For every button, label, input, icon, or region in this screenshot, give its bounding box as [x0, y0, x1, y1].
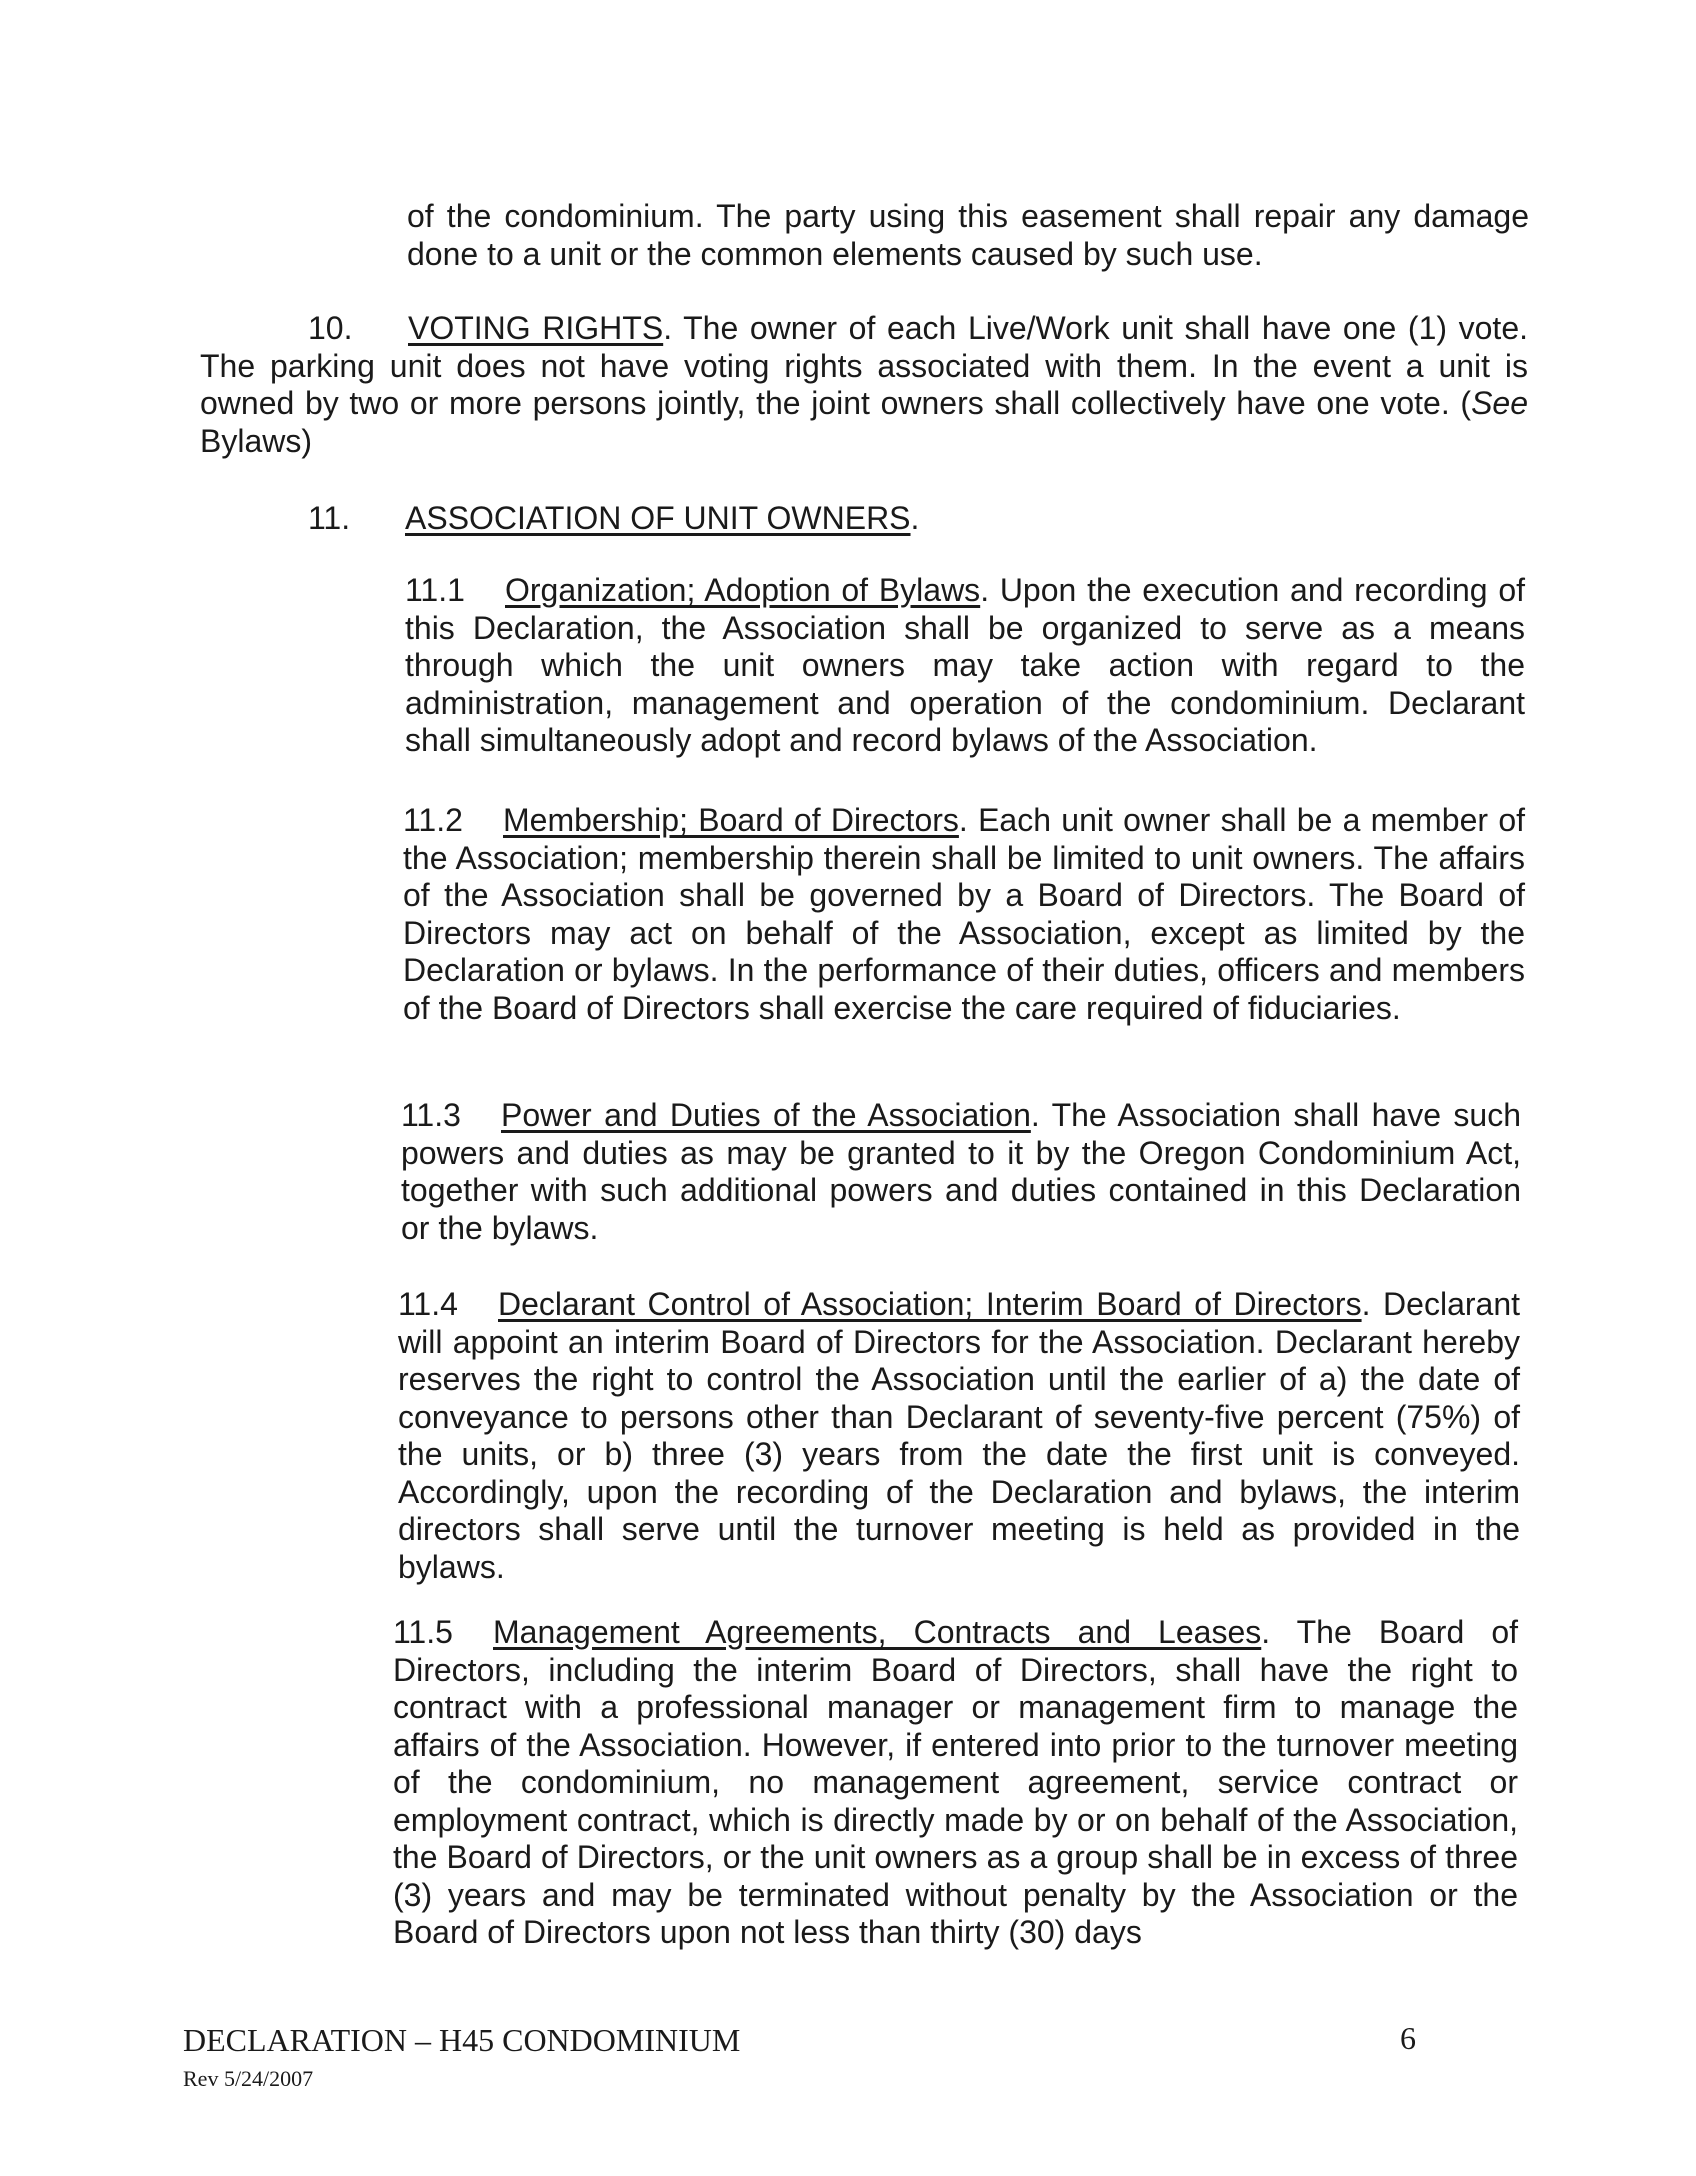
subsection-11-4 — [398, 1286, 1520, 1586]
section-11-heading: ASSOCIATION OF UNIT OWNERS — [405, 500, 911, 536]
subsection-11-3 — [401, 1097, 1521, 1247]
subsection-11-4-number: 11.4 — [398, 1286, 458, 1322]
subsection-11-5 — [393, 1614, 1518, 1952]
subsection-11-1-number: 11.1 — [405, 572, 465, 608]
subsection-11-5-number: 11.5 — [393, 1614, 453, 1650]
subsection-11-2-text: . Each unit owner shall be a member of the Association; membership therein shall be limited to unit owners. The affairs of the Association shall be governed by a Board of Directors. The Board of Directors may act on behalf of the Association, except as limited by the Declaration or bylaws. In the performance of their duties, officers and members of the Board of Directors shall exercise the care required of fiduciaries. — [403, 802, 1526, 1026]
subsection-11-3-text: . The Association shall have such powers and duties as may be granted to it by the Oregon Condominium Act, together with such additional powers and duties contained in this Declaration or the bylaws. — [401, 1097, 1521, 1246]
subsection-11-1 — [405, 572, 1525, 760]
subsection-11-3-heading: Power and Duties of the Association — [501, 1097, 1031, 1133]
subsection-11-4-heading: Declarant Control of Association; Interim Board of Directors — [498, 1286, 1362, 1322]
subsection-11-1-heading: Organization; Adoption of Bylaws — [505, 572, 981, 608]
subsection-11-2 — [403, 802, 1525, 1027]
page-number: 6 — [1400, 2020, 1416, 2056]
continuation-paragraph: of the condominium. The party using this easement shall repair any damage done to a unit or the common elements caused by such use. — [407, 198, 1529, 272]
subsection-11-1-text: . Upon the execution and recording of this Declaration, the Association shall be organized to serve as a means through which the unit owners may take action with regard to the administration, management and operation of the condominium. Declarant shall simultaneously adopt and record bylaws of the Association. — [405, 572, 1526, 758]
section-10-tail: Bylaws) — [200, 422, 313, 459]
subsection-11-3-number: 11.3 — [401, 1097, 461, 1133]
section-10-paragraph — [200, 310, 1528, 460]
footer-document-title: DECLARATION – H45 CONDOMINIUM — [183, 2022, 741, 2058]
subsection-11-5-text: . The Board of Directors, including the interim Board of Directors, shall have the right to contract with a professional manager or management firm to manage the affairs of the Association. However, if entered into prior to the turnover meeting of the condominium, no management agreement, service contract or employment contract, which is directly made by or on behalf of the Association, the Board of Directors, or the unit owners as a group shall be in excess of three (3) years and may be terminated without penalty by the Association or the Board of Directors upon not less than thirty (30) days — [393, 1614, 1519, 1950]
section-10-text: . The owner of each Live/Work unit shall have one (1) vote. The parking unit does not have voting rights associated with them. In the event a unit is owned by two or more persons jointly, the joint owners shall collectively have one vote. ( — [200, 310, 1529, 421]
subsection-11-2-number: 11.2 — [403, 802, 463, 838]
subsection-11-4-text: . Declarant will appoint an interim Board of Directors for the Association. Declarant hereby reserves the right to control the Association until the earlier of a) the date of conveyance to persons other than Declarant of seventy-five percent (75%) of the units, or b) three (3) years from the date the first unit is conveyed. Accordingly, upon the recording of the Declaration and bylaws, the interim directors shall serve until the turnover meeting is held as provided in the bylaws. — [398, 1286, 1521, 1585]
section-11-number: 11. — [308, 500, 351, 536]
section-11-heading-tail: . — [910, 500, 920, 536]
section-10-see: See — [1471, 385, 1528, 421]
subsection-11-2-heading: Membership; Board of Directors — [503, 802, 959, 838]
section-10-heading: VOTING RIGHTS — [408, 310, 664, 346]
section-11-heading-line — [308, 500, 1508, 538]
section-10-number: 10. — [308, 310, 353, 346]
footer-revision-date: Rev 5/24/2007 — [183, 2066, 314, 2091]
subsection-11-5-heading: Management Agreements, Contracts and Leases — [493, 1614, 1262, 1650]
